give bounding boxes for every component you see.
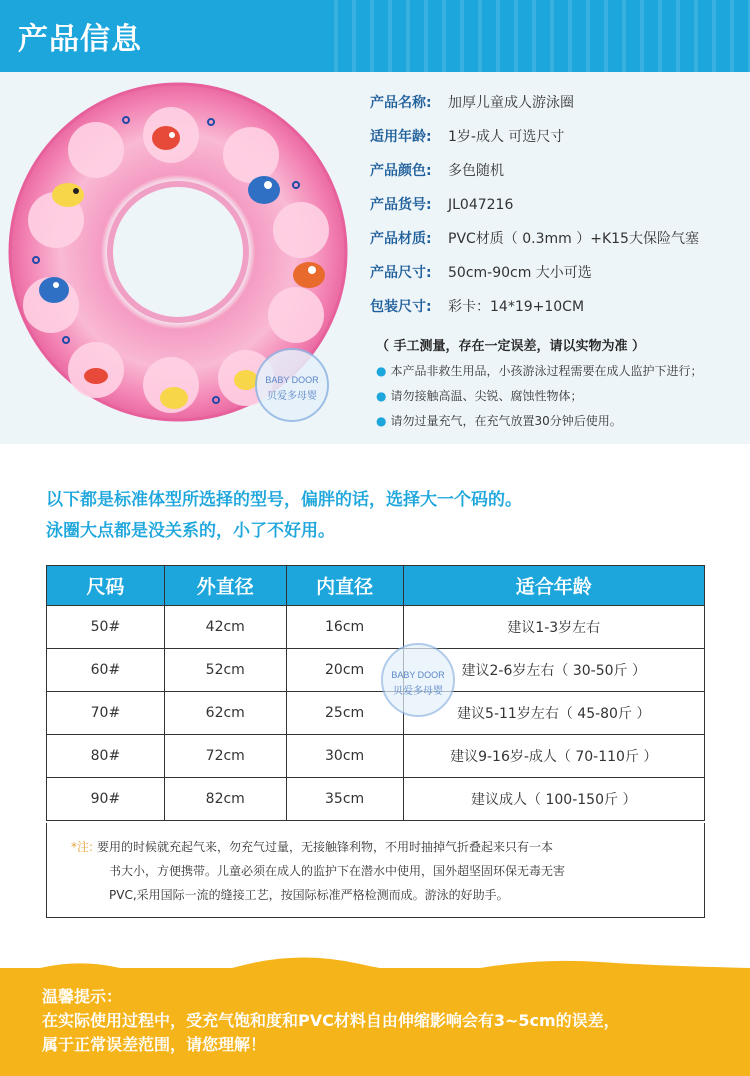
spec-value: PVC材质（ 0.3mm ）+K15大保险气塞 [448, 231, 699, 247]
cell-size: 90# [47, 778, 165, 821]
svg-text:贝爱多母婴: 贝爱多母婴 [393, 686, 443, 697]
cell-size: 50# [47, 606, 165, 649]
cell-age: 建议1-3岁左右 [403, 606, 705, 649]
reminder-title: 温馨提示： [42, 987, 123, 1006]
cell-inner: 20cm [286, 649, 403, 692]
note-line [71, 835, 694, 859]
table-row [47, 649, 705, 692]
cell-age: 建议成人（ 100-150斤 ） [403, 778, 705, 821]
note-text: 请勿过量充气，在充气放置30分钟后使用。 [390, 414, 622, 428]
col-header-size: 尺码 [47, 566, 165, 606]
note-text: 要用的时候就充起气来，勿充气过量，无接触锋利物，不用时抽掉气折叠起来只有一本 [97, 840, 554, 854]
col-header-outer: 外直径 [164, 566, 286, 606]
header-bar [0, 0, 750, 72]
cell-age: 建议9-16岁-成人（ 70-110斤 ） [403, 735, 705, 778]
cell-inner: 16cm [286, 606, 403, 649]
watermark-logo [378, 640, 458, 720]
spec-value: 多色随机 [448, 163, 504, 179]
measure-note: （ 手工测量，存在一定误差，请以实物为准 ） [376, 339, 646, 354]
size-advice-line1: 以下都是标准体型所选择的型号，偏胖的话，选择大一个码的。 [46, 490, 522, 510]
usage-notes [376, 362, 703, 437]
spec-value: 1岁-成人 可选尺寸 [448, 129, 565, 145]
spec-label: 产品货号: [370, 197, 432, 213]
table-row [47, 692, 705, 735]
reminder-line1: 在实际使用过程中，受充气饱和度和PVC材料自由伸缩影响会有3~5cm的误差， [42, 1011, 620, 1030]
cell-inner: 30cm [286, 735, 403, 778]
cell-inner: 25cm [286, 692, 403, 735]
spec-row [370, 296, 740, 330]
note-item [376, 387, 703, 412]
cell-size: 70# [47, 692, 165, 735]
watermark-logo [252, 345, 332, 425]
note-text: 本产品非救生用品，小孩游泳过程需要在成人监护下进行； [390, 364, 703, 378]
spec-value: 彩卡：14*19+10CM [448, 299, 585, 315]
spec-row [370, 126, 740, 160]
spec-label: 产品颜色: [370, 163, 432, 179]
reminder-line2: 属于正常误差范围，请您理解！ [42, 1035, 267, 1054]
table-row [47, 735, 705, 778]
svg-text:贝爱多母婴: 贝爱多母婴 [267, 391, 317, 402]
spec-row [370, 194, 740, 228]
spec-list [370, 92, 740, 330]
cell-size: 80# [47, 735, 165, 778]
note-line: PVC,采用国际一流的缝接工艺，按国际标准严格检测而成。游泳的好助手。 [109, 888, 509, 902]
svg-text:BABY DOOR: BABY DOOR [265, 375, 319, 385]
cell-outer: 52cm [164, 649, 286, 692]
note-prefix: *注: [71, 840, 94, 854]
note-text: 请勿接触高温、尖锐、腐蚀性物体； [390, 389, 583, 403]
bullet-icon: ● [376, 364, 387, 378]
cell-age: 建议2-6岁左右（ 30-50斤 ） [403, 649, 705, 692]
page-title: 产品信息 [18, 22, 142, 57]
table-note [46, 823, 705, 918]
spec-label: 包装尺寸: [370, 299, 432, 315]
cell-age: 建议5-11岁左右（ 45-80斤 ） [403, 692, 705, 735]
col-header-age: 适合年龄 [403, 566, 705, 606]
header-pattern [320, 0, 750, 72]
note-item [376, 362, 703, 387]
reminder-banner [0, 968, 750, 1076]
spec-label: 产品材质: [370, 231, 432, 247]
bullet-icon: ● [376, 389, 387, 403]
table-header-row [47, 566, 705, 606]
wave-decoration [0, 954, 750, 982]
spec-label: 适用年龄: [370, 129, 432, 145]
spec-value: JL047216 [448, 197, 514, 213]
spec-row [370, 160, 740, 194]
spec-row [370, 262, 740, 296]
size-table [46, 565, 705, 821]
cell-inner: 35cm [286, 778, 403, 821]
spec-value: 加厚儿童成人游泳圈 [448, 95, 574, 111]
bullet-icon: ● [376, 414, 387, 428]
table-row [47, 778, 705, 821]
cell-outer: 82cm [164, 778, 286, 821]
spec-label: 产品尺寸: [370, 265, 432, 281]
spec-row [370, 92, 740, 126]
size-advice-line2: 泳圈大点都是没关系的，小了不好用。 [46, 521, 335, 541]
cell-outer: 72cm [164, 735, 286, 778]
spec-value: 50cm-90cm 大小可选 [448, 265, 592, 281]
note-line: 书大小，方便携带。儿童必须在成人的监护下在潜水中使用，国外超坚固环保无毒无害 [109, 864, 566, 878]
cell-outer: 62cm [164, 692, 286, 735]
spec-row [370, 228, 740, 262]
cell-outer: 42cm [164, 606, 286, 649]
spec-label: 产品名称: [370, 95, 432, 111]
note-item [376, 412, 703, 437]
svg-text:BABY DOOR: BABY DOOR [391, 670, 445, 680]
table-row [47, 606, 705, 649]
cell-size: 60# [47, 649, 165, 692]
col-header-inner: 内直径 [286, 566, 403, 606]
